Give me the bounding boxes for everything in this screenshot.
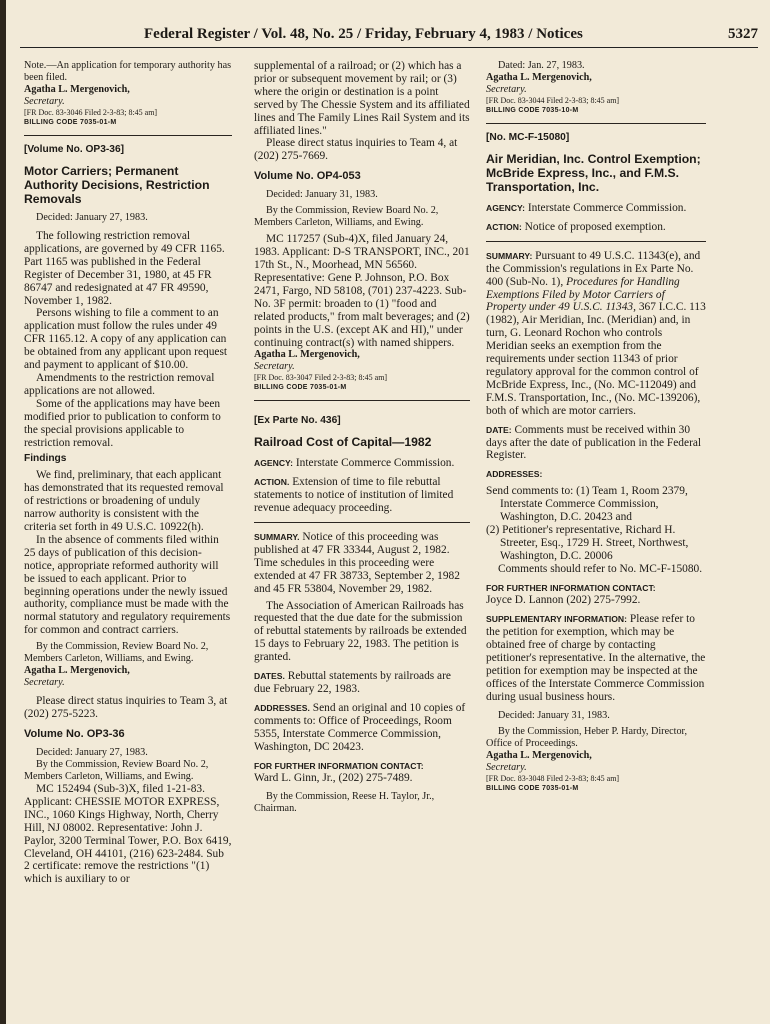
- volume-heading: Volume No. OP4-053: [254, 170, 361, 183]
- signer-name: Agatha L. Mergenovich,: [24, 84, 130, 95]
- docket-number: [Ex Parte No. 436]: [254, 415, 341, 427]
- billing-code: BILLING CODE 7035-01-M: [486, 784, 579, 792]
- decided-date: Decided: January 27, 1983.: [36, 747, 148, 758]
- commission-line: By the Commission, Heber P. Hardy, Director, Office of Proceedings.: [486, 725, 688, 749]
- paragraph: supplemental of a railroad; or (2) which has a prior or subsequent movement by rail; or (3) where the origin or destination is a point served by The Chessie System and its affiliated lines and The Family Lines Rail System and its affiliated lines.": [254, 60, 470, 137]
- fr-doc-line: [FR Doc. 83-3044 Filed 2-3-83; 8:45 am]: [486, 96, 620, 105]
- field-label: SUMMARY.: [254, 532, 300, 543]
- field-value: Interstate Commerce Commission.: [295, 457, 455, 470]
- signer-name: Agatha L. Mergenovich,: [24, 665, 130, 677]
- commission-line: By the Commission, Review Board No. 2, Members Carleton, Williams, and Ewing.: [24, 641, 209, 665]
- field-label: ACTION:: [486, 221, 522, 232]
- billing-code: BILLING CODE 7035-01-M: [24, 119, 117, 126]
- decided-date: Decided: January 31, 1983.: [266, 189, 378, 201]
- findings-heading: Findings: [24, 453, 67, 465]
- address-item: Send comments to: (1) Team 1, Room 2379, Interstate Commerce Commission, Washington, D.C. 20423 and: [486, 485, 688, 524]
- signer-title: Secretary.: [254, 361, 295, 373]
- paragraph: Amendments to the restriction removal applications are not allowed.: [24, 371, 215, 397]
- field-label: ACTION.: [254, 477, 290, 488]
- field-value: Rebuttal statements by railroads are due February 22, 1983.: [254, 670, 451, 695]
- billing-code: BILLING CODE 7035-01-M: [254, 384, 347, 392]
- field-label: FOR FURTHER INFORMATION CONTACT:: [486, 582, 656, 593]
- paragraph: Persons wishing to file a comment to an application must follow the rules under 49 CFR 1165.12. A copy of any application can be obtained from any applicant upon request and payment to applicant of $10.00.: [24, 307, 228, 372]
- status-inquiries: Please direct status inquiries to Team 4, at (202) 275-7669.: [254, 137, 458, 163]
- dated-line: Dated: Jan. 27, 1983.: [498, 60, 585, 71]
- paragraph: MC 152494 (Sub-3)X, filed 1-21-83. Applicant: CHESSIE MOTOR EXPRESS, INC., 1060 Kings Highway, North, Cherry Hill, NJ 08002. Representative: John J. Paylor, 3200 Terminal Tower, P.O. Box 6419, Cleveland, OH 44101, (216) 623-2484. Sub 2 certificate: remove the restrictions "(1) which is auxiliary to or: [24, 783, 232, 886]
- status-inquiries: Please direct status inquiries to Team 3, at (202) 275-5223.: [24, 695, 228, 721]
- signer-title: Secretary.: [486, 761, 527, 773]
- field-value: Extension of time to file rebuttal statements to notice of institution of limited revenue adequacy proceeding.: [254, 476, 454, 515]
- field-divider: [254, 522, 470, 523]
- field-value-italic: Procedures for Handling Exemptions Filed by Motor Carriers of Property under 49 U.S.C. 11343,: [486, 275, 680, 314]
- field-value: Comments must be received within 30 days after the date of publication in the Federal Register.: [486, 423, 702, 462]
- field-label: SUMMARY:: [486, 250, 533, 261]
- section-heading: Air Meridian, Inc. Control Exemption; McBride Express, Inc., and F.M.S. Transportation, Inc.: [486, 152, 701, 194]
- field-label: FOR FURTHER INFORMATION CONTACT:: [254, 760, 424, 771]
- paragraph: In the absence of comments filed within 25 days of publication of this decision-notice, appropriate reformed authority will be issued to each applicant. Prior to beginning operations under the newly issued authority, compliance must be made with the normal statutory and regulatory requirements for common and contract carriers.: [24, 533, 231, 637]
- signer-title: Secretary.: [24, 677, 65, 689]
- field-value: Notice of this proceeding was published at 47 FR 33344, August 2, 1982. Time schedules in this proceeding were extended at 47 FR 38733, September 2, 1982 and 45 FR 53804, November 29, 1982.: [254, 531, 460, 595]
- commission-line: By the Commission, Reese H. Taylor, Jr., Chairman.: [254, 791, 435, 815]
- section-heading: Railroad Cost of Capital—1982: [254, 435, 432, 450]
- section-divider: [254, 400, 470, 401]
- signer-title: Secretary.: [486, 84, 527, 95]
- paragraph: Comments should refer to No. MC-F-15080.: [498, 562, 703, 575]
- column-1: [24, 60, 232, 886]
- signer-title: Secretary.: [24, 96, 65, 107]
- field-value: Send an original and 10 copies of comments to: Office of Proceedings, Room 5355, Interstate Commerce Commission, Washington, DC 20423.: [254, 701, 466, 753]
- docket-number: [Volume No. OP3-36]: [24, 144, 125, 155]
- field-value: Notice of proposed exemption.: [524, 220, 666, 233]
- page-header: [20, 22, 758, 48]
- field-value: Pursuant to 49 U.S.C. 11343(e), and the Commission's regulations in Ex Parte No. 400 (Sub-No. 1),: [486, 249, 701, 288]
- commission-line: By the Commission, Review Board No. 2, Members Carleton, Williams, and Ewing.: [254, 205, 439, 229]
- field-label: DATES.: [254, 671, 285, 682]
- field-label: ADDRESSES:: [486, 469, 543, 480]
- paragraph: We find, preliminary, that each applicant has demonstrated that its requested removal of restrictions or broadening of unduly narrow authority is consistent with the criteria set forth in 49 U.S.C. 10922(h).: [24, 469, 224, 534]
- section-divider: [24, 135, 232, 136]
- field-divider: [486, 241, 706, 242]
- signer-name: Agatha L. Mergenovich,: [486, 72, 592, 83]
- section-heading: Motor Carriers; Permanent Authority Decisions, Restriction Removals: [24, 164, 210, 206]
- decided-date: Decided: January 27, 1983.: [36, 212, 148, 223]
- decided-date: Decided: January 31, 1983.: [498, 709, 610, 721]
- field-label: DATE:: [486, 424, 512, 435]
- paragraph: The Association of American Railroads has requested that the due date for the submission of rebuttal statements by railroads be extended 15 days to February 22, 1983. The petition is granted.: [254, 599, 467, 664]
- volume-heading: Volume No. OP3-36: [24, 728, 125, 740]
- fr-doc-line: [FR Doc. 83-3048 Filed 2-3-83; 8:45 am]: [486, 773, 620, 783]
- field-value: 367 I.C.C. 113 (1982), Air Meridian, Inc. (Meridian) and, in turn, G. Leonard Rochon who controls Meridian seeks an exemption from the requirements under section 11343 of prior regulatory approval for the common control of McBride Express, Inc., (No. MC-112049) and F.M.S. Transportation, Inc., (No. MC-139206), both of which are motor carriers.: [486, 301, 706, 417]
- field-value: Ward L. Ginn, Jr., (202) 275-7489.: [254, 772, 413, 785]
- fr-doc-line: [FR Doc. 83-3046 Filed 2-3-83; 8:45 am]: [24, 108, 158, 117]
- section-divider: [486, 123, 706, 124]
- field-label: AGENCY:: [254, 458, 293, 469]
- address-item: (2) Petitioner's representative, Richard H. Streeter, Esq., 1729 H. Street, Northwest, Washington, D.C. 20006: [486, 523, 689, 562]
- paragraph: Some of the applications may have been modified prior to publication to conform to the special provisions applicable to restriction removal.: [24, 397, 221, 449]
- running-head: Federal Register / Vol. 48, No. 25 / Friday, February 4, 1983 / Notices: [144, 26, 583, 42]
- field-value: Interstate Commerce Commission.: [527, 202, 687, 214]
- column-2: [254, 60, 470, 815]
- commission-line: By the Commission, Review Board No. 2, Members Carleton, Williams, and Ewing.: [24, 759, 209, 782]
- page-number: 5327: [728, 26, 758, 42]
- note-text: Note.—An application for temporary authority has been filed.: [24, 60, 232, 83]
- field-value: Please refer to the petition for exemption, which may be obtained free of charge by contacting petitioner's representative. In the alternative, the petition for exemption may be inspected at the offices of the Interstate Commerce Commission during usual business hours.: [486, 613, 706, 703]
- paragraph: MC 117257 (Sub-4)X, filed January 24, 1983. Applicant: D-S TRANSPORT, INC., 201 17th St., N., Moorhead, MN 56560. Representative: Gene P. Johnson, P.O. Box 2471, Fargo, ND 58108, (701) 237-4223. Sub-No. 3F permit: broaden to (1) "food and related products," from malt beverages; and (2) points in the U.S. (except AK and HI)," under continuing contract(s) with named shippers.: [254, 233, 470, 349]
- signer-name: Agatha L. Mergenovich,: [254, 349, 360, 361]
- billing-code: BILLING CODE 7035-10-M: [486, 107, 579, 114]
- column-3: [486, 60, 706, 794]
- field-value: Joyce D. Lannon (202) 275-7992.: [486, 594, 641, 607]
- signer-name: Agatha L. Mergenovich,: [486, 749, 592, 761]
- field-label: SUPPLEMENTARY INFORMATION:: [486, 614, 627, 625]
- field-label: ADDRESSES.: [254, 702, 310, 713]
- paragraph: The following restriction removal applications, are governed by 49 CFR 1165. Part 1165 was published in the Federal Register of December 31, 1980, at 45 FR 86747 and redesignated at 47 FR 49590, November 1, 1982.: [24, 230, 225, 307]
- field-label: AGENCY:: [486, 203, 525, 213]
- fr-doc-line: [FR Doc. 83-3047 Filed 2-3-83; 8:45 am]: [254, 373, 388, 383]
- docket-number: [No. MC-F-15080]: [486, 132, 570, 143]
